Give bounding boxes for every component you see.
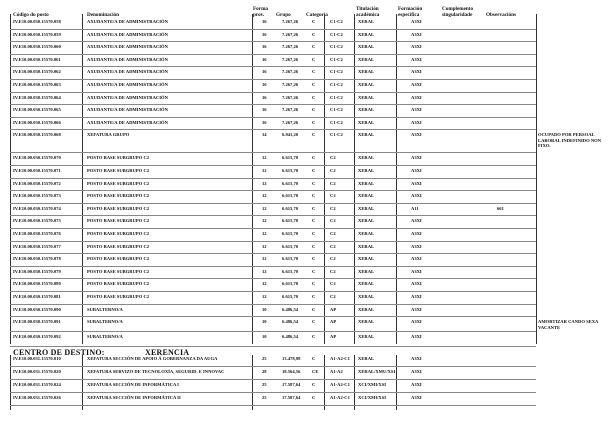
- cell-codigo: IV.E10.00.030.15570.063: [13, 82, 61, 87]
- cell-codigo: IV.E10.00.030.15570.059: [13, 31, 61, 37]
- cell-codigo: IV.E10.00.031.15570.020: [13, 369, 61, 374]
- cell-formacion: A3XI: [411, 294, 422, 299]
- cell-grupo: 6.486,54: [282, 319, 299, 325]
- table-row: [0, 17, 615, 30]
- cell-categoria: C1-C2: [330, 94, 343, 100]
- cell-titulacion: XERAL: [358, 155, 375, 161]
- cell-grupo: 7.267,26: [282, 82, 299, 87]
- table-row: [0, 317, 615, 332]
- cell-grupo: 7.267,26: [282, 31, 299, 37]
- cell-titulacion: XERAL: [358, 132, 375, 138]
- cell-grupo: 6.615,70: [282, 281, 299, 287]
- header-codigo: Código do posto: [13, 12, 49, 18]
- cell-grupo: 17.587,64: [282, 382, 301, 387]
- cell-grupo-tipo: C: [312, 180, 316, 186]
- cell-grupo: 6.615,70: [282, 243, 299, 249]
- table-row: [0, 267, 615, 280]
- cell-denominacion: AXUDANTE/A DE ADMINISTRACIÓN: [87, 56, 168, 62]
- cell-grupo-tipo: C: [312, 94, 316, 100]
- cell-forma: 28: [262, 369, 267, 374]
- cell-forma: 10: [262, 319, 267, 325]
- cell-denominacion: POSTO BASE SUBGRUPO C2: [87, 256, 150, 262]
- cell-forma: 14: [262, 132, 267, 138]
- cell-formacion: A3XI: [411, 334, 422, 340]
- cell-denominacion: SUBALTERNO/A: [87, 319, 123, 325]
- cell-codigo: IV.E10.00.030.15570.060: [13, 44, 61, 50]
- cell-grupo: 6.615,70: [282, 155, 299, 161]
- table-row: [0, 305, 615, 318]
- cell-grupo: 6.615,70: [282, 205, 299, 211]
- cell-grupo-tipo: C: [312, 31, 316, 37]
- cell-denominacion: XEFATURA SERVIZO DE TECNOLOXÍA, SEGURID. E INNOVAC: [87, 369, 225, 374]
- cell-titulacion: XERAL: [358, 193, 375, 199]
- cell-titulacion: XERAL: [358, 306, 375, 312]
- cell-grupo-tipo: C: [312, 119, 316, 125]
- cell-categoria: A1-A2-C1: [330, 395, 350, 400]
- cell-denominacion: AXUDANTE/A DE ADMINISTRACIÓN: [87, 107, 168, 113]
- cell-codigo: IV.E10.00.030.15570.091: [13, 319, 61, 325]
- cell-codigo: IV.E10.00.030.15570.071: [13, 168, 61, 173]
- header-complemento: Complemento singularidade: [442, 6, 474, 18]
- cell-categoria: C2: [330, 218, 336, 224]
- cell-codigo: IV.E10.00.030.15570.081: [13, 294, 61, 299]
- cell-forma: 16: [262, 107, 267, 113]
- cell-categoria: C1-C2: [330, 107, 343, 113]
- cell-titulacion: XERAL: [358, 281, 375, 287]
- cell-denominacion: AXUDANTE/A DE ADMINISTRACIÓN: [87, 44, 168, 50]
- section-label: CENTRO DE DESTINO:: [13, 348, 105, 357]
- cell-formacion: A3XI: [411, 243, 422, 249]
- cell-grupo-tipo: CE: [312, 369, 319, 374]
- cell-categoria: C1-C2: [330, 82, 343, 87]
- cell-forma: 10: [262, 334, 267, 340]
- cell-titulacion: XERAL: [358, 94, 375, 100]
- cell-grupo: 7.267,26: [282, 19, 299, 24]
- cell-grupo-tipo: C: [312, 168, 316, 173]
- cell-categoria: C1-C2: [330, 31, 343, 37]
- cell-formacion: A3XI: [411, 180, 422, 186]
- cell-codigo: IV.E10.00.030.15570.080: [13, 281, 61, 287]
- cell-grupo-tipo: C: [312, 306, 316, 312]
- header-titulacion: Titulación académica: [356, 6, 380, 18]
- table-row: [0, 179, 615, 192]
- cell-codigo: IV.E10.00.030.15570.062: [13, 69, 61, 75]
- cell-denominacion: POSTO BASE SUBGRUPO C2: [87, 193, 150, 199]
- cell-formacion: A3XI: [411, 319, 422, 325]
- cell-grupo-tipo: C: [312, 281, 316, 287]
- cell-denominacion: AXUDANTE/A DE ADMINISTRACIÓN: [87, 19, 168, 24]
- cell-formacion: A3XI: [411, 256, 422, 262]
- section-value: XERENCIA: [145, 348, 190, 357]
- table-row: [0, 367, 615, 380]
- cell-forma: 12: [262, 155, 267, 161]
- cell-titulacion: XERAL: [358, 56, 375, 62]
- cell-formacion: A3XI: [411, 193, 422, 199]
- cell-grupo: 6.486,54: [282, 334, 299, 340]
- cell-titulacion: XCI/XMI/XSI: [358, 382, 387, 387]
- cell-denominacion: XEFATURA SECCIÓN DE INFORMÁTICA I: [87, 382, 179, 387]
- cell-denominacion: POSTO BASE SUBGRUPO C2: [87, 155, 150, 161]
- cell-forma: 16: [262, 69, 267, 75]
- cell-formacion: A3XI: [411, 82, 422, 87]
- cell-grupo: 6.615,70: [282, 268, 299, 274]
- table-row: [0, 30, 615, 43]
- cell-forma: 10: [262, 306, 267, 312]
- cell-grupo-tipo: C: [312, 19, 316, 24]
- cell-formacion: A3XI: [411, 132, 422, 138]
- header-observaciones: Observacións: [486, 12, 516, 18]
- cell-complemento: 661: [497, 205, 504, 211]
- cell-titulacion: XERAL: [358, 334, 375, 340]
- cell-codigo: IV.E10.00.030.15570.066: [13, 119, 61, 125]
- cell-codigo: IV.E10.00.030.15570.058: [13, 19, 61, 24]
- cell-categoria: C2: [330, 155, 336, 161]
- cell-observacions: AMORTIZAR CANDO SEXA VACANTE: [538, 319, 599, 330]
- cell-denominacion: POSTO BASE SUBGRUPO C2: [87, 231, 150, 236]
- cell-grupo-tipo: C: [312, 256, 316, 262]
- cell-grupo-tipo: C: [312, 218, 316, 224]
- cell-grupo-tipo: C: [312, 44, 316, 50]
- cell-grupo-tipo: C: [312, 82, 316, 87]
- cell-formacion: A3XI: [411, 44, 422, 50]
- header-grupo: Grupo: [276, 12, 291, 18]
- cell-forma: 16: [262, 31, 267, 37]
- table-row: [0, 105, 615, 118]
- cell-forma: 16: [262, 82, 267, 87]
- cell-grupo: 7.267,26: [282, 56, 299, 62]
- cell-denominacion: POSTO BASE SUBGRUPO C2: [87, 205, 150, 211]
- table-row: [0, 292, 615, 305]
- cell-titulacion: XERAL: [358, 243, 375, 249]
- cell-categoria: AP: [330, 319, 337, 325]
- cell-codigo: IV.E10.00.030.15570.077: [13, 243, 61, 249]
- cell-grupo-tipo: C: [312, 205, 316, 211]
- cell-forma: 16: [262, 56, 267, 62]
- cell-grupo: 6.615,70: [282, 193, 299, 199]
- cell-categoria: AP: [330, 334, 337, 340]
- cell-grupo-tipo: C: [312, 268, 316, 274]
- table-row: [0, 42, 615, 55]
- table-row: [0, 229, 615, 242]
- cell-categoria: C2: [330, 256, 336, 262]
- cell-grupo: 17.587,64: [282, 395, 301, 400]
- table-row: [0, 216, 615, 229]
- cell-categoria: A1-A2: [330, 369, 343, 374]
- cell-denominacion: XEFATURA GRUPO: [87, 132, 130, 138]
- cell-codigo: IV.E10.00.030.15570.079: [13, 268, 61, 274]
- cell-formacion: A3XI: [411, 168, 422, 173]
- header-forma: Forma prov.: [253, 6, 268, 18]
- cell-forma: 16: [262, 119, 267, 125]
- cell-formacion: A3XI: [411, 231, 422, 236]
- cell-denominacion: POSTO BASE SUBGRUPO C2: [87, 168, 150, 173]
- cell-codigo: IV.E10.00.030.15570.074: [13, 205, 61, 211]
- cell-codigo: IV.E10.00.030.15570.064: [13, 94, 61, 100]
- table-row: [0, 191, 615, 204]
- cell-denominacion: POSTO BASE SUBGRUPO C2: [87, 268, 150, 274]
- cell-formacion: A3XI: [411, 356, 422, 361]
- cell-grupo: 7.267,26: [282, 107, 299, 113]
- cell-categoria: C1-C2: [330, 19, 343, 24]
- cell-grupo: 7.267,26: [282, 119, 299, 125]
- cell-forma: 12: [262, 180, 267, 186]
- table-row: [0, 354, 615, 367]
- cell-formacion: A3XI: [411, 155, 422, 161]
- cell-codigo: IV.E10.00.030.15570.073: [13, 193, 61, 199]
- cell-codigo: IV.E10.00.030.15570.076: [13, 231, 61, 236]
- table-row: [0, 80, 615, 93]
- cell-titulacion: XERAL: [358, 168, 375, 173]
- table-row: [0, 55, 615, 68]
- table-row: [0, 380, 615, 393]
- cell-grupo: 6.486,54: [282, 306, 299, 312]
- cell-denominacion: POSTO BASE SUBGRUPO C2: [87, 281, 150, 287]
- cell-codigo: IV.E10.00.031.15570.024: [13, 382, 61, 387]
- cell-categoria: C1-C2: [330, 44, 343, 50]
- cell-denominacion: AXUDANTE/A DE ADMINISTRACIÓN: [87, 82, 168, 87]
- cell-categoria: C2: [330, 205, 336, 211]
- cell-formacion: A3XI: [411, 218, 422, 224]
- table-row: [0, 242, 615, 255]
- cell-codigo: IV.E10.00.030.15570.078: [13, 256, 61, 262]
- cell-grupo-tipo: C: [312, 319, 316, 325]
- cell-forma: 12: [262, 268, 267, 274]
- cell-formacion: A3XI: [411, 281, 422, 287]
- cell-grupo-tipo: C: [312, 155, 316, 161]
- cell-formacion: A3XI: [411, 119, 422, 125]
- cell-categoria: C1-C2: [330, 69, 343, 75]
- cell-titulacion: XERAL: [358, 205, 375, 211]
- cell-formacion: A3XI: [411, 56, 422, 62]
- cell-forma: 12: [262, 231, 267, 236]
- cell-denominacion: AXUDANTE/A DE ADMINISTRACIÓN: [87, 69, 168, 75]
- table-row: [0, 118, 615, 131]
- table-row: [0, 130, 615, 153]
- cell-categoria: C2: [330, 168, 336, 173]
- cell-denominacion: AXUDANTE/A DE ADMINISTRACIÓN: [87, 31, 168, 37]
- cell-denominacion: AXUDANTE/A DE ADMINISTRACIÓN: [87, 119, 168, 125]
- cell-forma: 12: [262, 193, 267, 199]
- cell-grupo: 6.615,70: [282, 256, 299, 262]
- cell-grupo-tipo: C: [312, 56, 316, 62]
- cell-titulacion: XCI/XMI/XSI: [358, 395, 387, 400]
- cell-titulacion: XERAL: [358, 294, 375, 299]
- cell-grupo: 13.478,98: [282, 356, 301, 361]
- cell-grupo-tipo: C: [312, 231, 316, 236]
- cell-formacion: A11: [411, 205, 419, 211]
- cell-grupo-tipo: C: [312, 334, 316, 340]
- table-row: [0, 279, 615, 292]
- cell-grupo: 7.267,26: [282, 44, 299, 50]
- cell-codigo: IV.E10.00.030.15570.068: [13, 132, 61, 138]
- table-row: [0, 393, 615, 406]
- cell-titulacion: XERAL: [358, 319, 375, 325]
- cell-grupo-tipo: C: [312, 193, 316, 199]
- cell-titulacion: XERAL: [358, 256, 375, 262]
- table-row: [0, 67, 615, 80]
- header-formacion: Formación específica: [398, 6, 423, 18]
- cell-titulacion: XERAL: [358, 268, 375, 274]
- cell-forma: 12: [262, 218, 267, 224]
- cell-grupo: 6.615,70: [282, 168, 299, 173]
- cell-formacion: A3XI: [411, 69, 422, 75]
- cell-grupo: 18.564,56: [282, 369, 301, 374]
- cell-forma: 16: [262, 19, 267, 24]
- cell-titulacion: XERAL: [358, 19, 375, 24]
- table-row: [0, 166, 615, 179]
- table-row: [0, 332, 615, 347]
- cell-categoria: C2: [330, 243, 336, 249]
- cell-grupo-tipo: C: [312, 243, 316, 249]
- cell-forma: 12: [262, 168, 267, 173]
- cell-grupo: 6.615,70: [282, 294, 299, 299]
- cell-formacion: A3XI: [411, 369, 422, 374]
- cell-categoria: C2: [330, 180, 336, 186]
- cell-titulacion: XERAL: [358, 231, 375, 236]
- cell-formacion: A3XI: [411, 19, 422, 24]
- cell-forma: 25: [262, 395, 267, 400]
- cell-categoria: A1-A2-C1: [330, 356, 350, 361]
- cell-grupo: 7.267,26: [282, 94, 299, 100]
- cell-grupo-tipo: C: [312, 382, 316, 387]
- cell-categoria: AP: [330, 306, 337, 312]
- cell-grupo-tipo: C: [312, 395, 316, 400]
- table-row: [0, 254, 615, 267]
- row-divider: [10, 405, 536, 406]
- cell-titulacion: XERAL: [358, 82, 375, 87]
- cell-forma: 12: [262, 281, 267, 287]
- cell-codigo: IV.E10.00.030.15570.075: [13, 218, 61, 224]
- cell-titulacion: XERAL: [358, 31, 375, 37]
- cell-categoria: C2: [330, 268, 336, 274]
- cell-grupo-tipo: C: [312, 294, 316, 299]
- cell-titulacion: XERAL: [358, 180, 375, 186]
- cell-titulacion: XERAL: [358, 119, 375, 125]
- cell-denominacion: SUBALTERNO/A: [87, 334, 123, 340]
- cell-titulacion: XERAL: [358, 69, 375, 75]
- cell-categoria: C2: [330, 281, 336, 287]
- cell-forma: 25: [262, 382, 267, 387]
- cell-grupo-tipo: C: [312, 69, 316, 75]
- cell-forma: 12: [262, 256, 267, 262]
- cell-formacion: A3XI: [411, 94, 422, 100]
- cell-codigo: IV.E10.00.031.15570.026: [13, 395, 61, 400]
- cell-forma: 16: [262, 94, 267, 100]
- cell-grupo: 6.941,20: [282, 132, 299, 138]
- cell-titulacion: XERAL: [358, 44, 375, 50]
- cell-denominacion: POSTO BASE SUBGRUPO C2: [87, 180, 150, 186]
- cell-grupo: 6.615,70: [282, 180, 299, 186]
- cell-denominacion: AXUDANTE/A DE ADMINISTRACIÓN: [87, 94, 168, 100]
- cell-categoria: C1-C2: [330, 119, 343, 125]
- cell-codigo: IV.E10.00.030.15570.061: [13, 56, 61, 62]
- cell-grupo-tipo: C: [312, 356, 316, 361]
- cell-formacion: A3XI: [411, 382, 422, 387]
- cell-titulacion: XERAL: [358, 356, 375, 361]
- cell-grupo-tipo: C: [312, 132, 316, 138]
- cell-denominacion: POSTO BASE SUBGRUPO C2: [87, 243, 150, 249]
- table-row: [0, 204, 615, 217]
- cell-codigo: IV.E10.00.030.15570.065: [13, 107, 61, 113]
- table-row: [0, 153, 615, 166]
- cell-categoria: C1-C2: [330, 132, 343, 138]
- cell-denominacion: POSTO BASE SUBGRUPO C2: [87, 294, 150, 299]
- cell-denominacion: XEFATURA SECCIÓN DE APOIO Á GOBERNANZA DA AUGA: [87, 356, 218, 361]
- cell-denominacion: XEFATURA SECCIÓN DE INFORMÁTICA II: [87, 395, 181, 400]
- cell-formacion: A3XI: [411, 306, 422, 312]
- header-categoria: Categoría: [306, 12, 328, 18]
- cell-categoria: C1-C2: [330, 56, 343, 62]
- cell-formacion: A3XI: [411, 107, 422, 113]
- cell-codigo: IV.E10.00.030.15570.092: [13, 334, 61, 340]
- cell-codigo: IV.E10.00.030.15570.070: [13, 155, 61, 161]
- cell-forma: 16: [262, 44, 267, 50]
- cell-codigo: IV.E10.00.030.15570.090: [13, 306, 61, 312]
- cell-grupo: 6.615,70: [282, 218, 299, 224]
- cell-codigo: IV.E10.00.031.15570.010: [13, 356, 61, 361]
- cell-formacion: A3XI: [411, 395, 422, 400]
- table-row: [0, 93, 615, 106]
- cell-grupo-tipo: C: [312, 107, 316, 113]
- cell-titulacion: XERAL/XMU/XSI: [358, 369, 396, 374]
- cell-observacions: OCUPADO POR PERSOAL LABORAL INDEFINIDO NON FIXO.: [538, 132, 602, 149]
- cell-categoria: C2: [330, 294, 336, 299]
- cell-forma: 12: [262, 205, 267, 211]
- cell-codigo: IV.E10.00.030.15570.072: [13, 180, 61, 186]
- cell-formacion: A3XI: [411, 268, 422, 274]
- cell-grupo: 6.615,70: [282, 231, 299, 236]
- cell-forma: 12: [262, 243, 267, 249]
- cell-grupo: 7.267,26: [282, 69, 299, 75]
- cell-titulacion: XERAL: [358, 218, 375, 224]
- cell-categoria: C2: [330, 231, 336, 236]
- cell-denominacion: POSTO BASE SUBGRUPO C2: [87, 218, 150, 224]
- cell-categoria: C2: [330, 193, 336, 199]
- cell-titulacion: XERAL: [358, 107, 375, 113]
- cell-forma: 12: [262, 294, 267, 299]
- header-denominacion: Denominación: [87, 12, 119, 18]
- cell-forma: 25: [262, 356, 267, 361]
- cell-formacion: A3XI: [411, 31, 422, 37]
- cell-denominacion: SUBALTERNO/A: [87, 306, 123, 312]
- cell-categoria: A1-A2-C1: [330, 382, 350, 387]
